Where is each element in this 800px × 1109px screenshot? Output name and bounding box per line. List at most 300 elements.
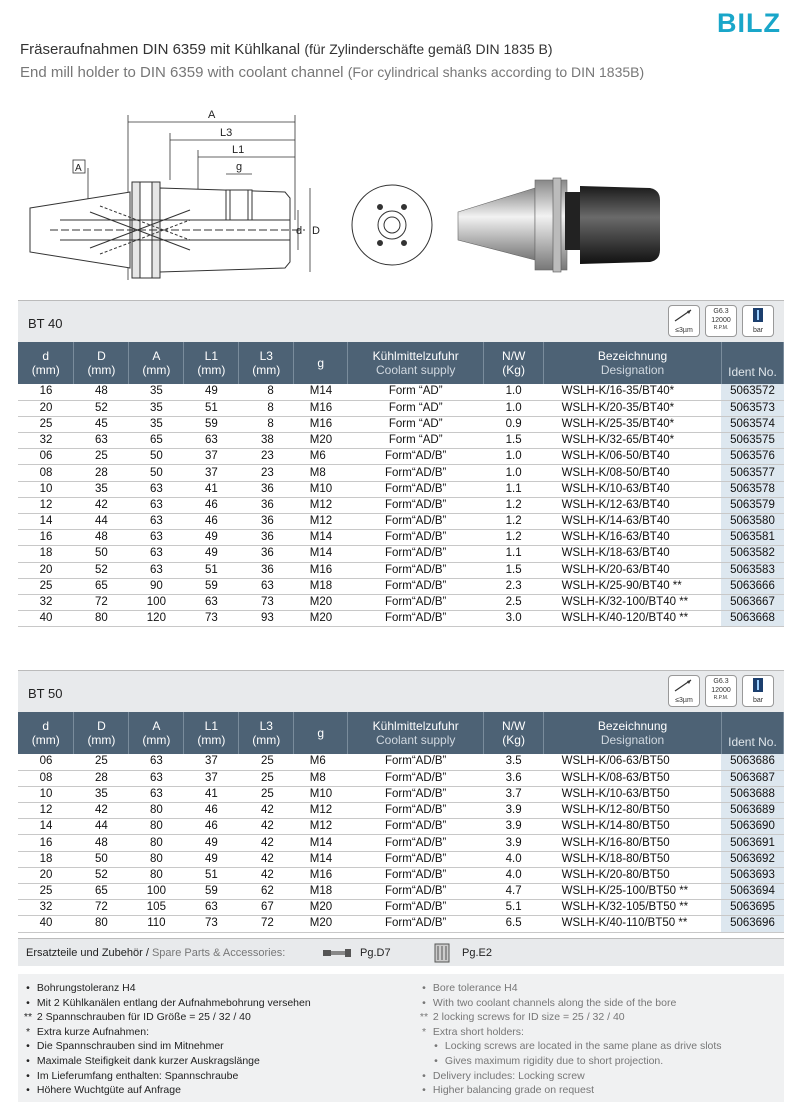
- table-cell: 5063666: [721, 578, 783, 594]
- table-cell: 65: [74, 884, 129, 900]
- table-cell: 42: [239, 867, 294, 883]
- table-cell: 49: [184, 851, 239, 867]
- table-cell: 65: [74, 578, 129, 594]
- table-cell: 80: [129, 835, 184, 851]
- table-cell: 52: [74, 400, 129, 416]
- table-cell: M10: [294, 786, 348, 802]
- table-row: [18, 514, 784, 530]
- table-cell: 5063695: [721, 900, 783, 916]
- table-cell: 72: [74, 900, 129, 916]
- table-cell: Form“AD/B”: [348, 803, 484, 819]
- runout-value: ≤3µm: [675, 327, 693, 334]
- table-cell: Form“AD/B”: [348, 884, 484, 900]
- table-cell: M8: [294, 770, 348, 786]
- table-cell: 49: [184, 530, 239, 546]
- table-cell: 48: [74, 835, 129, 851]
- bt40-label: BT 40: [28, 316, 63, 331]
- table-cell: 42: [74, 497, 129, 513]
- table-cell: 65: [129, 433, 184, 449]
- bt50-table-header: [18, 712, 784, 754]
- table-cell: Form “AD”: [348, 400, 484, 416]
- table-cell: M20: [294, 916, 348, 932]
- table-cell: 3.5: [484, 754, 544, 770]
- table-cell: 5063692: [721, 851, 783, 867]
- table-cell: Form“AD/B”: [348, 578, 484, 594]
- table-cell: 16: [18, 384, 74, 400]
- table-cell: 35: [129, 416, 184, 432]
- table-row: [18, 400, 784, 416]
- bt50-col-header: Kühlmittelzufuhr Coolant supply: [348, 712, 484, 754]
- runout-icon: [668, 675, 700, 707]
- table-cell: M6: [294, 449, 348, 465]
- table-cell: 36: [239, 546, 294, 562]
- table-cell: 63: [184, 900, 239, 916]
- table-cell: 5063688: [721, 786, 783, 802]
- table-cell: 18: [18, 851, 74, 867]
- table-cell: WSLH-K/25-35/BT40*: [544, 416, 722, 432]
- balance-rpm: 12000: [711, 687, 731, 694]
- table-cell: Form“AD/B”: [348, 770, 484, 786]
- table-cell: 8: [239, 384, 294, 400]
- table-cell: WSLH-K/14-80/BT50: [544, 819, 722, 835]
- table-cell: 5063578: [721, 481, 783, 497]
- table-cell: 5063572: [721, 384, 783, 400]
- dim-capital-d-label: D: [312, 225, 320, 237]
- table-cell: 41: [184, 786, 239, 802]
- bt40-col-header: Bezeichnung Designation: [544, 342, 722, 384]
- spare-ref-d7-link[interactable]: Pg.D7: [360, 947, 391, 959]
- table-cell: 3.0: [484, 611, 544, 627]
- table-cell: 63: [239, 578, 294, 594]
- table-cell: 50: [129, 465, 184, 481]
- technical-drawing: [20, 100, 720, 300]
- table-cell: 1.1: [484, 546, 544, 562]
- table-cell: 5063668: [721, 611, 783, 627]
- bt40-col-header: D (mm): [74, 342, 129, 384]
- table-cell: 3.9: [484, 819, 544, 835]
- table-row: [18, 884, 784, 900]
- table-cell: 25: [18, 578, 74, 594]
- table-cell: 1.0: [484, 400, 544, 416]
- table-cell: 62: [239, 884, 294, 900]
- table-cell: Form“AD/B”: [348, 835, 484, 851]
- notes-german: [22, 981, 311, 1098]
- table-cell: 1.2: [484, 530, 544, 546]
- table-cell: 38: [239, 433, 294, 449]
- bt50-header: [18, 670, 784, 712]
- table-cell: WSLH-K/12-63/BT40: [544, 497, 722, 513]
- balance-icon: [705, 675, 737, 707]
- table-cell: WSLH-K/40-110/BT50 **: [544, 916, 722, 932]
- note-line: • Higher balancing grade on request: [422, 1084, 595, 1097]
- table-cell: WSLH-K/32-65/BT40*: [544, 433, 722, 449]
- datum-label: A: [75, 163, 82, 174]
- table-cell: 90: [129, 578, 184, 594]
- table-cell: 1.2: [484, 514, 544, 530]
- balance-rpm: 12000: [711, 317, 731, 324]
- note-line: • With two coolant channels along the side of the bore: [422, 996, 677, 1009]
- table-row: [18, 916, 784, 932]
- table-row: [18, 416, 784, 432]
- pressure-unit: bar: [752, 327, 764, 334]
- dim-d-label: d: [296, 225, 303, 237]
- table-cell: Form“AD/B”: [348, 611, 484, 627]
- pressure-unit: bar: [752, 697, 764, 704]
- table-cell: 63: [184, 433, 239, 449]
- table-cell: 5063686: [721, 754, 783, 770]
- table-cell: 49: [184, 384, 239, 400]
- table-cell: Form“AD/B”: [348, 754, 484, 770]
- table-cell: WSLH-K/06-63/BT50: [544, 754, 722, 770]
- note-line: • Mit 2 Kühlkanälen entlang der Aufnahmebohrung versehen: [26, 996, 311, 1009]
- table-cell: 80: [129, 867, 184, 883]
- note-line: • Locking screws are located in the same plane as drive slots: [434, 1040, 722, 1053]
- bt50-col-header: Ident No.: [721, 712, 783, 754]
- table-cell: 3.6: [484, 770, 544, 786]
- accessory-icon: [431, 942, 453, 964]
- table-cell: 72: [239, 916, 294, 932]
- table-cell: Form“AD/B”: [348, 530, 484, 546]
- note-line: • Delivery includes: Locking screw: [422, 1069, 585, 1082]
- table-cell: 80: [74, 611, 129, 627]
- table-row: [18, 803, 784, 819]
- table-cell: 25: [74, 449, 129, 465]
- balance-unit: R.P.M.: [713, 695, 729, 701]
- table-cell: 35: [74, 481, 129, 497]
- table-cell: 5063687: [721, 770, 783, 786]
- table-cell: 3.9: [484, 835, 544, 851]
- table-cell: 1.0: [484, 449, 544, 465]
- table-cell: 1.2: [484, 497, 544, 513]
- table-cell: 80: [129, 803, 184, 819]
- note-line: ** 2 locking screws for ID size = 25 / 32 / 40: [419, 1011, 625, 1024]
- table-cell: WSLH-K/25-90/BT40 **: [544, 578, 722, 594]
- table-cell: 32: [18, 594, 74, 610]
- table-row: [18, 594, 784, 610]
- table-cell: 20: [18, 867, 74, 883]
- table-row: [18, 867, 784, 883]
- bt40-section: [18, 300, 784, 627]
- table-cell: 100: [129, 594, 184, 610]
- table-cell: 72: [74, 594, 129, 610]
- table-cell: 5063693: [721, 867, 783, 883]
- table-cell: 44: [74, 514, 129, 530]
- table-cell: 5063580: [721, 514, 783, 530]
- table-cell: M14: [294, 835, 348, 851]
- table-cell: 08: [18, 465, 74, 481]
- table-cell: 51: [184, 867, 239, 883]
- table-cell: 5.1: [484, 900, 544, 916]
- table-cell: 8: [239, 400, 294, 416]
- bt50-col-header: d (mm): [18, 712, 74, 754]
- table-cell: 37: [184, 754, 239, 770]
- table-cell: 63: [129, 514, 184, 530]
- table-cell: 37: [184, 465, 239, 481]
- table-cell: 63: [74, 433, 129, 449]
- table-cell: 63: [129, 754, 184, 770]
- table-cell: 25: [239, 786, 294, 802]
- dim-l3-label: L3: [220, 127, 233, 139]
- table-cell: WSLH-K/20-80/BT50: [544, 867, 722, 883]
- bt50-label: BT 50: [28, 686, 63, 701]
- table-cell: 49: [184, 546, 239, 562]
- table-cell: 63: [129, 497, 184, 513]
- table-cell: 36: [239, 562, 294, 578]
- table-cell: 06: [18, 449, 74, 465]
- table-cell: 63: [129, 786, 184, 802]
- table-cell: 93: [239, 611, 294, 627]
- table-cell: 40: [18, 611, 74, 627]
- coolant-pressure-icon: [742, 305, 774, 337]
- table-cell: 63: [129, 546, 184, 562]
- table-cell: 63: [129, 481, 184, 497]
- balance-grade: G6.3: [713, 678, 729, 685]
- table-cell: M14: [294, 851, 348, 867]
- table-cell: WSLH-K/16-80/BT50: [544, 835, 722, 851]
- table-cell: Form“AD/B”: [348, 786, 484, 802]
- table-cell: 40: [18, 916, 74, 932]
- table-cell: WSLH-K/10-63/BT50: [544, 786, 722, 802]
- bt40-col-header: N/W (Kg): [484, 342, 544, 384]
- table-cell: 80: [129, 819, 184, 835]
- table-cell: M12: [294, 514, 348, 530]
- bt40-col-header: Kühlmittelzufuhr Coolant supply: [348, 342, 484, 384]
- table-cell: WSLH-K/25-100/BT50 **: [544, 884, 722, 900]
- table-cell: WSLH-K/10-63/BT40: [544, 481, 722, 497]
- table-cell: 52: [74, 867, 129, 883]
- table-cell: M12: [294, 497, 348, 513]
- table-cell: 25: [239, 754, 294, 770]
- table-row: [18, 433, 784, 449]
- table-cell: M10: [294, 481, 348, 497]
- table-cell: 37: [184, 770, 239, 786]
- table-cell: 52: [74, 562, 129, 578]
- table-cell: 4.0: [484, 851, 544, 867]
- table-cell: 10: [18, 481, 74, 497]
- table-cell: 1.1: [484, 481, 544, 497]
- table-cell: M20: [294, 900, 348, 916]
- table-cell: M6: [294, 754, 348, 770]
- note-line: • Die Spannschrauben sind im Mitnehmer: [26, 1040, 224, 1053]
- table-cell: 50: [74, 546, 129, 562]
- table-cell: 20: [18, 562, 74, 578]
- table-cell: M14: [294, 546, 348, 562]
- table-cell: 3.9: [484, 803, 544, 819]
- table-cell: 1.5: [484, 562, 544, 578]
- bt50-section: [18, 670, 784, 933]
- table-cell: 46: [184, 514, 239, 530]
- table-cell: 120: [129, 611, 184, 627]
- notes-english: [418, 981, 722, 1098]
- table-cell: 46: [184, 803, 239, 819]
- table-row: [18, 449, 784, 465]
- bt40-col-header: d (mm): [18, 342, 74, 384]
- table-cell: 28: [74, 770, 129, 786]
- table-cell: WSLH-K/20-35/BT40*: [544, 400, 722, 416]
- table-cell: 08: [18, 770, 74, 786]
- spare-ref-e2-link[interactable]: Pg.E2: [462, 947, 492, 959]
- table-cell: 46: [184, 819, 239, 835]
- table-row: [18, 611, 784, 627]
- table-cell: Form“AD/B”: [348, 546, 484, 562]
- table-cell: 5063690: [721, 819, 783, 835]
- runout-icon: [668, 305, 700, 337]
- table-cell: 5063689: [721, 803, 783, 819]
- table-cell: 5063694: [721, 884, 783, 900]
- table-cell: 80: [74, 916, 129, 932]
- table-cell: 5063583: [721, 562, 783, 578]
- table-cell: 18: [18, 546, 74, 562]
- table-cell: 67: [239, 900, 294, 916]
- table-cell: 32: [18, 433, 74, 449]
- table-cell: 5063581: [721, 530, 783, 546]
- balance-icon: [705, 305, 737, 337]
- bt50-col-header: A (mm): [129, 712, 184, 754]
- table-cell: 12: [18, 497, 74, 513]
- bt50-table-body: [18, 754, 784, 932]
- page-title-en: End mill holder to DIN 6359 with coolant channel (For cylindrical shanks according to DIN 1835B): [20, 64, 645, 81]
- table-cell: 1.5: [484, 433, 544, 449]
- table-cell: 4.0: [484, 867, 544, 883]
- table-cell: 49: [184, 835, 239, 851]
- bt40-col-header: L1 (mm): [184, 342, 239, 384]
- bt50-col-header: D (mm): [74, 712, 129, 754]
- table-cell: 23: [239, 449, 294, 465]
- table-cell: 32: [18, 900, 74, 916]
- table-cell: Form“AD/B”: [348, 900, 484, 916]
- table-cell: 5063691: [721, 835, 783, 851]
- table-row: [18, 562, 784, 578]
- table-cell: Form“AD/B”: [348, 497, 484, 513]
- table-cell: 14: [18, 514, 74, 530]
- table-cell: 14: [18, 819, 74, 835]
- table-cell: 5063574: [721, 416, 783, 432]
- table-cell: 5063576: [721, 449, 783, 465]
- table-cell: Form“AD/B”: [348, 867, 484, 883]
- note-line: • Im Lieferumfang enthalten: Spannschraube: [26, 1069, 239, 1082]
- bt40-col-header: g: [294, 342, 348, 384]
- table-cell: 3.7: [484, 786, 544, 802]
- table-cell: WSLH-K/08-63/BT50: [544, 770, 722, 786]
- table-cell: WSLH-K/20-63/BT40: [544, 562, 722, 578]
- table-cell: 06: [18, 754, 74, 770]
- table-cell: 23: [239, 465, 294, 481]
- table-cell: 35: [129, 400, 184, 416]
- bt50-col-header: Bezeichnung Designation: [544, 712, 722, 754]
- table-cell: 25: [18, 416, 74, 432]
- screw-icon: [323, 948, 351, 958]
- table-cell: M14: [294, 384, 348, 400]
- table-row: [18, 546, 784, 562]
- bt40-table-header: [18, 342, 784, 384]
- table-cell: M18: [294, 884, 348, 900]
- table-cell: WSLH-K/08-50/BT40: [544, 465, 722, 481]
- table-cell: M20: [294, 433, 348, 449]
- table-cell: WSLH-K/32-105/BT50 **: [544, 900, 722, 916]
- table-cell: 36: [239, 514, 294, 530]
- table-cell: 5063696: [721, 916, 783, 932]
- table-cell: 63: [184, 594, 239, 610]
- table-cell: Form“AD/B”: [348, 449, 484, 465]
- table-cell: 51: [184, 400, 239, 416]
- coolant-pressure-icon: [742, 675, 774, 707]
- table-cell: 36: [239, 497, 294, 513]
- table-cell: 41: [184, 481, 239, 497]
- table-cell: 100: [129, 884, 184, 900]
- table-cell: 0.9: [484, 416, 544, 432]
- table-cell: 51: [184, 562, 239, 578]
- table-cell: 12: [18, 803, 74, 819]
- table-cell: 59: [184, 416, 239, 432]
- table-cell: WSLH-K/18-63/BT40: [544, 546, 722, 562]
- table-cell: 37: [184, 449, 239, 465]
- balance-grade: G6.3: [713, 308, 729, 315]
- balance-unit: R.P.M.: [713, 325, 729, 331]
- note-line: • Bohrungstoleranz H4: [26, 982, 136, 994]
- bt50-table: [18, 712, 784, 933]
- table-cell: 5063575: [721, 433, 783, 449]
- table-row: [18, 530, 784, 546]
- note-line: • Gives maximum rigidity due to short projection.: [434, 1054, 664, 1067]
- table-cell: 42: [239, 819, 294, 835]
- table-cell: Form“AD/B”: [348, 594, 484, 610]
- table-cell: 48: [74, 384, 129, 400]
- table-cell: 1.0: [484, 465, 544, 481]
- table-cell: 50: [74, 851, 129, 867]
- bt40-table: [18, 342, 784, 627]
- bt50-col-header: g: [294, 712, 348, 754]
- table-cell: M16: [294, 867, 348, 883]
- table-cell: 2.3: [484, 578, 544, 594]
- table-cell: Form “AD”: [348, 384, 484, 400]
- note-line: * Extra kurze Aufnahmen:: [25, 1025, 149, 1038]
- table-cell: 10: [18, 786, 74, 802]
- table-cell: 73: [184, 611, 239, 627]
- note-line: • Höhere Wuchtgüte auf Anfrage: [26, 1084, 181, 1097]
- table-cell: 42: [74, 803, 129, 819]
- table-row: [18, 578, 784, 594]
- table-cell: 36: [239, 481, 294, 497]
- table-row: [18, 384, 784, 400]
- table-cell: Form“AD/B”: [348, 819, 484, 835]
- table-cell: 42: [239, 835, 294, 851]
- table-cell: Form “AD”: [348, 433, 484, 449]
- dim-l1-label: L1: [232, 144, 245, 156]
- note-line: ** 2 Spannschrauben für ID Größe = 25 / 32 / 40: [23, 1011, 251, 1024]
- table-cell: WSLH-K/16-63/BT40: [544, 530, 722, 546]
- note-line: • Bore tolerance H4: [422, 982, 518, 994]
- table-row: [18, 786, 784, 802]
- table-cell: 35: [74, 786, 129, 802]
- table-cell: 25: [74, 754, 129, 770]
- notes-panel: [18, 974, 784, 1102]
- table-cell: 59: [184, 884, 239, 900]
- table-cell: M12: [294, 803, 348, 819]
- table-cell: 8: [239, 416, 294, 432]
- table-cell: M12: [294, 819, 348, 835]
- table-cell: M16: [294, 400, 348, 416]
- table-cell: 6.5: [484, 916, 544, 932]
- table-cell: 59: [184, 578, 239, 594]
- table-cell: 110: [129, 916, 184, 932]
- bt40-col-header: L3 (mm): [239, 342, 294, 384]
- table-cell: 25: [239, 770, 294, 786]
- table-cell: 5063582: [721, 546, 783, 562]
- table-cell: Form “AD”: [348, 416, 484, 432]
- table-cell: Form“AD/B”: [348, 916, 484, 932]
- table-cell: WSLH-K/14-63/BT40: [544, 514, 722, 530]
- table-cell: 36: [239, 530, 294, 546]
